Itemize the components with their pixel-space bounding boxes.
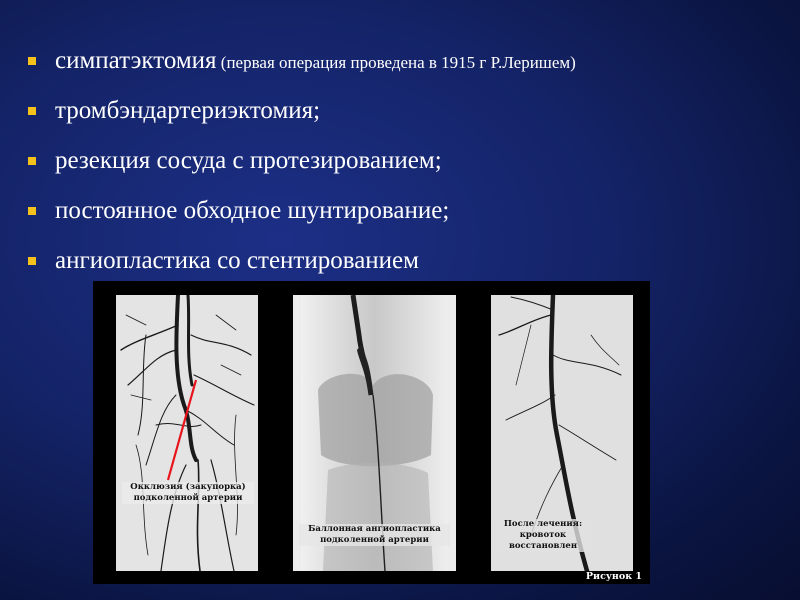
after-treatment-panel [491,295,633,571]
bullet-item [22,86,792,136]
occlusion-angiogram-image [116,295,258,571]
after-treatment-caption [495,519,591,552]
bullet-marker-icon [28,207,36,215]
bullet-item [22,36,792,86]
bullet-text: постоянное обходное шунтирование; [55,197,450,224]
bullet-text: резекция сосуда с протезированием; [55,147,442,174]
bullet-text: тромбэндартериэктомия; [55,97,321,124]
angiography-figure [93,281,650,584]
after-treatment-caption-line3: восстановлен [508,541,578,551]
bullet-marker-icon [28,107,36,115]
bullet-marker-icon [28,157,36,165]
after-treatment-caption-line2: кровоток [519,530,567,540]
after-treatment-caption-line1: После лечения: [503,519,583,529]
bullet-marker-icon [28,57,36,65]
bullet-list [22,36,792,286]
bullet-note: (первая операция проведена в 1915 г Р.Леришем) [216,53,576,72]
occlusion-caption [122,482,254,504]
bullet-item [22,186,792,236]
figure-label: Рисунок 1 [585,571,642,582]
bullet-text: ангиопластика со стентированием [55,247,419,274]
balloon-caption [299,524,450,546]
balloon-angioplasty-panel [293,295,456,571]
occlusion-caption-line2: подколенной артерии [133,493,243,503]
bullet-item [22,136,792,186]
balloon-caption-line1: Баллонная ангиопластика [308,524,441,534]
occlusion-angiogram-panel [116,295,258,571]
bullet-main: симпатэктомия [55,47,217,74]
bullet-marker-icon [28,257,36,265]
balloon-caption-line2: подколенной артерии [320,535,429,545]
bullet-item [22,236,792,286]
occlusion-caption-line1: Окклюзия (закупорка) [130,482,246,492]
bullet-text [55,47,576,75]
